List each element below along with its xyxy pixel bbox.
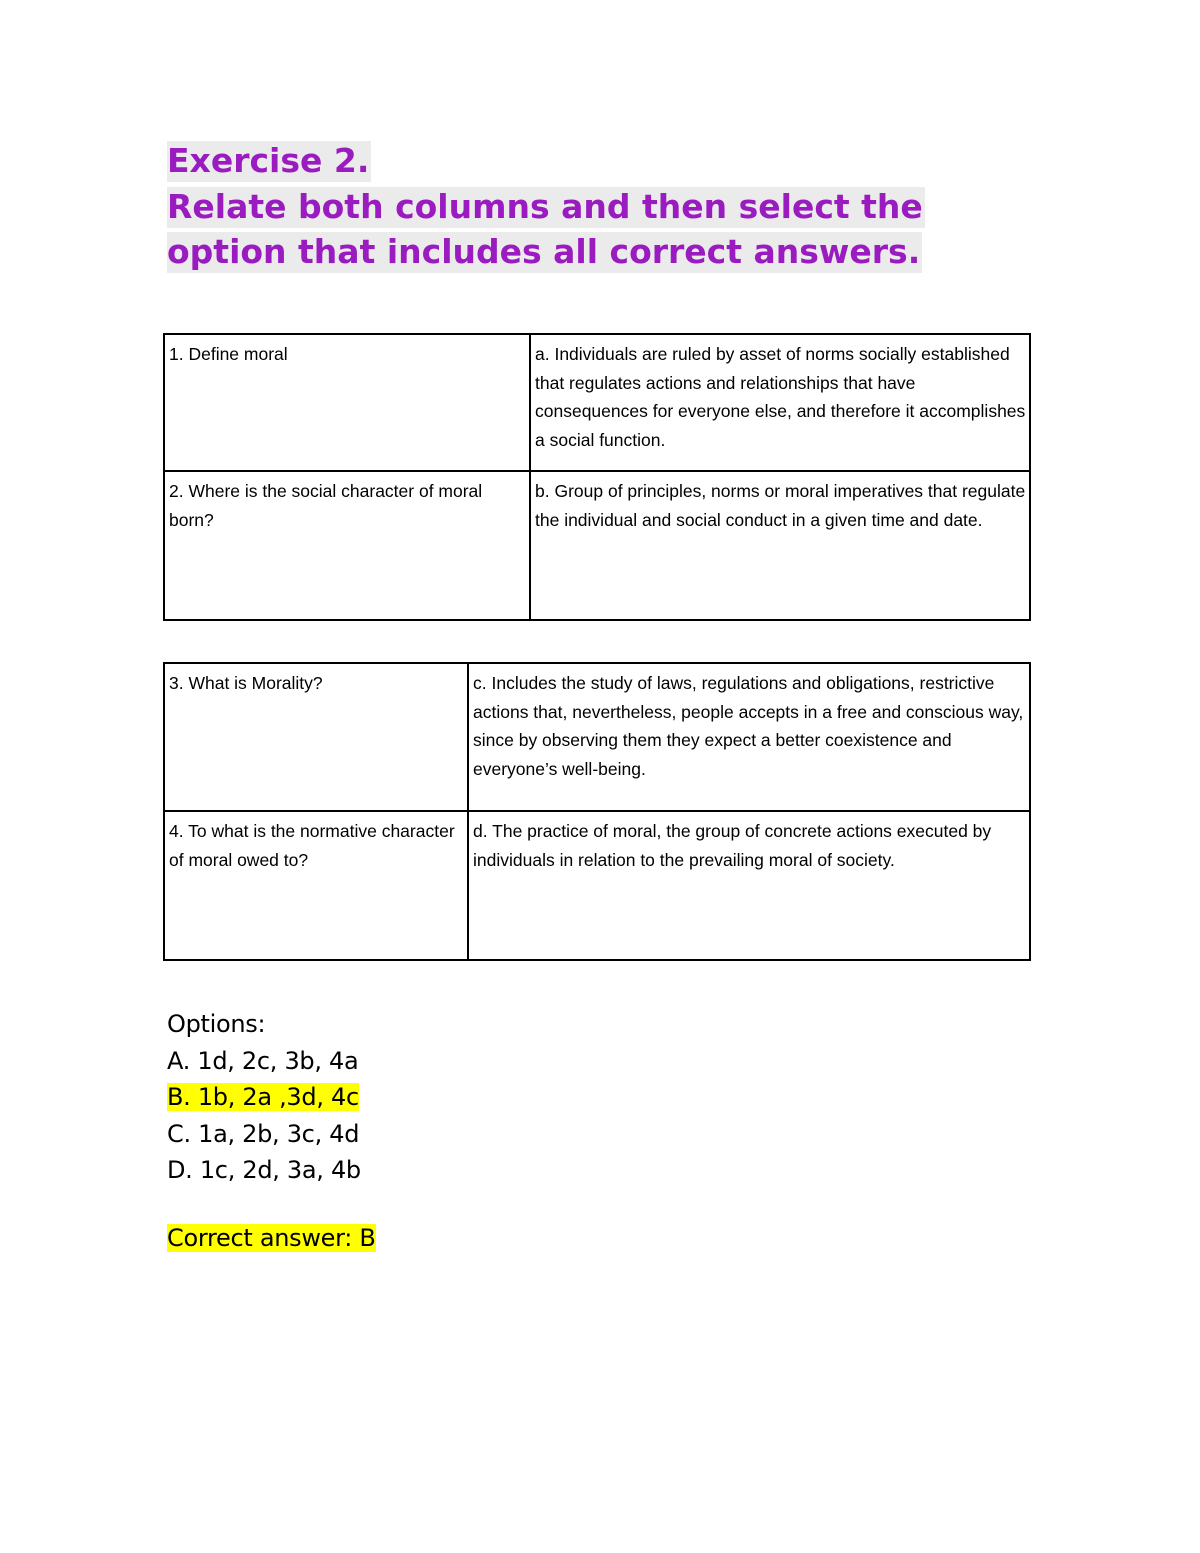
table-row: [164, 471, 1030, 620]
correct-answer-text: Correct answer: B: [167, 1224, 376, 1252]
table-row: [164, 811, 1030, 960]
answer-cell-c: c. Includes the study of laws, regulations and obligations, restrictive actions that, nevertheless, people accepts in a free and conscious way, since by observing them they expect a better coexistence and everyone’s well-being.: [468, 663, 1030, 811]
exercise-title-line: [167, 138, 925, 184]
option-c-text: C. 1a, 2b, 3c, 4d: [167, 1119, 360, 1148]
exercise-heading: [167, 138, 925, 275]
instruction-text-1: Relate both columns and then select the: [167, 186, 923, 226]
option-c: [167, 1116, 361, 1153]
options-label: Options:: [167, 1010, 266, 1038]
question-cell-1: 1. Define moral: [164, 334, 530, 471]
instruction-line-2: [167, 229, 925, 275]
instruction-line-1: [167, 184, 925, 230]
option-d: [167, 1152, 361, 1189]
answer-cell-a: a. Individuals are ruled by asset of norms socially established that regulates actions and relationships that have consequences for everyone else, and therefore it accomplishes a social function.: [530, 334, 1030, 471]
table-row: [164, 334, 1030, 471]
option-b-text: B. 1b, 2a ,3d, 4c: [167, 1083, 359, 1111]
question-cell-2: 2. Where is the social character of moral born?: [164, 471, 530, 620]
correct-answer: [167, 1220, 376, 1256]
answer-cell-d: d. The practice of moral, the group of concrete actions executed by individuals in relation to the prevailing moral of society.: [468, 811, 1030, 960]
table-row: [164, 663, 1030, 811]
question-cell-4: 4. To what is the normative character of moral owed to?: [164, 811, 468, 960]
options-list: [167, 1006, 361, 1189]
option-d-text: D. 1c, 2d, 3a, 4b: [167, 1156, 361, 1184]
answer-cell-b: b. Group of principles, norms or moral imperatives that regulate the individual and social conduct in a given time and date.: [530, 471, 1030, 620]
matching-table-2: [163, 662, 1031, 961]
option-b: [167, 1079, 361, 1116]
instruction-text-2: option that includes all correct answers.: [167, 232, 921, 271]
option-a: [167, 1043, 361, 1080]
matching-table-1: [163, 333, 1031, 621]
question-cell-3: 3. What is Morality?: [164, 663, 468, 811]
option-a-text: A. 1d, 2c, 3b, 4a: [167, 1046, 359, 1075]
exercise-title: Exercise 2.: [167, 141, 370, 180]
